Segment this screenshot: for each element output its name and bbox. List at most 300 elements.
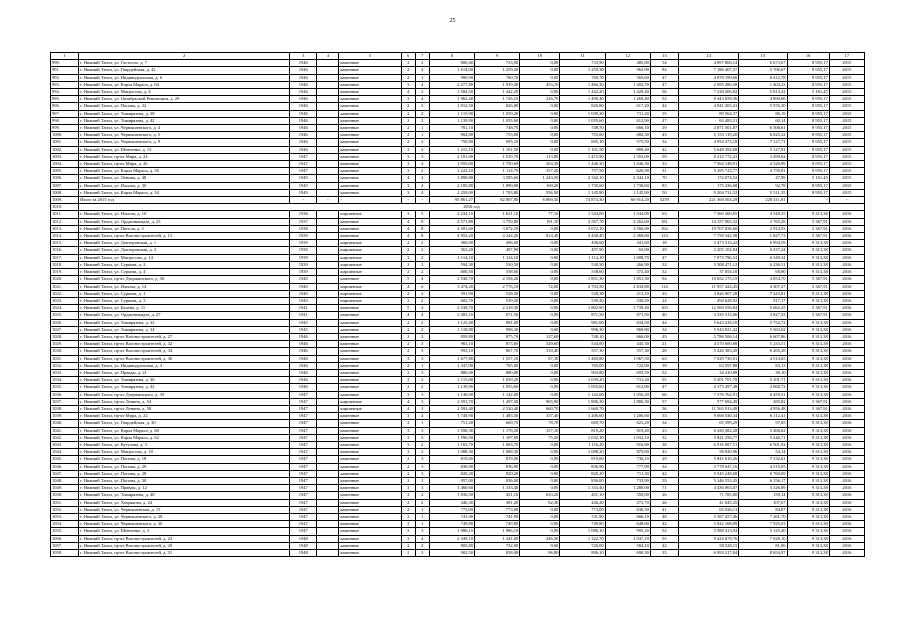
table-cell: 55 <box>650 477 678 484</box>
table-cell: 3 <box>401 96 415 103</box>
table-cell: 992. <box>51 74 79 81</box>
table-cell: каменные <box>339 441 401 448</box>
table-cell: 1053. <box>51 514 79 521</box>
table-cell: 3 778 647,16 <box>678 463 738 470</box>
table-cell: 1041. <box>51 427 79 434</box>
table-cell: 2016 <box>829 470 864 477</box>
table-cell <box>317 550 339 557</box>
table-cell: 0,00 <box>520 269 560 276</box>
table-cell: 5 367,91 <box>787 276 829 283</box>
table-cell: 1 404,23 <box>739 81 787 88</box>
table-cell: 451,10 <box>475 492 520 499</box>
table-cell: 310,40 <box>520 348 560 355</box>
table-cell: 5 295 723,77 <box>678 168 738 175</box>
table-cell: 1 333,40 <box>560 485 605 492</box>
table-cell: 92,78 <box>739 182 787 189</box>
table-cell: 2016 <box>829 456 864 463</box>
table-cell: 900,90 <box>429 74 474 81</box>
table-cell: 56 <box>650 89 678 96</box>
table-cell: 5 153 119,20 <box>678 132 738 139</box>
table-cell: 191,10 <box>520 218 560 225</box>
table-cell: 4 956,48 <box>739 405 787 412</box>
table-cell <box>317 103 339 110</box>
table-cell: 3 827,33 <box>739 312 787 319</box>
table-cell: 760,70 <box>560 74 605 81</box>
table-cell: 2016 <box>829 449 864 456</box>
table-cell: 5 161,45 <box>787 175 829 182</box>
table-cell: 68,80 <box>739 269 787 276</box>
table-cell <box>317 139 339 146</box>
table-cell: 1037. <box>51 398 79 405</box>
table-cell: 5 821 256,77 <box>678 434 738 441</box>
table-cell: 2015 <box>829 153 864 160</box>
table-cell: 1043. <box>51 441 79 448</box>
table-cell: 3 474,20 <box>429 283 474 290</box>
table-cell: 95 861,27 <box>429 197 474 204</box>
table-cell <box>317 369 339 376</box>
table-cell: 993. <box>51 81 79 88</box>
table-cell: 3 <box>401 153 415 160</box>
table-cell: 9 313,38 <box>787 542 829 549</box>
table-cell: г. Нижний Тагил, ул. Суркова, д. 3 <box>79 297 290 304</box>
table-cell: 5 367,91 <box>787 405 829 412</box>
table-cell: 2016 <box>829 441 864 448</box>
table-cell: 44 <box>650 319 678 326</box>
table-cell: кирпичные <box>339 398 401 405</box>
table-cell: 41 045,25 <box>678 499 738 506</box>
table-cell: 765,00 <box>475 362 520 369</box>
table-cell: 4 871 501,87 <box>678 125 738 132</box>
table-row <box>51 514 865 521</box>
table-cell: 34 410,88 <box>678 369 738 376</box>
table-cell: 996. <box>51 103 79 110</box>
table-cell: г. Нижний Тагил, ул. Попова, д. 28 <box>79 470 290 477</box>
table-cell: 648,60 <box>605 521 650 528</box>
table-cell: 836,90 <box>560 463 605 470</box>
table-cell: 5 367,91 <box>787 218 829 225</box>
table-cell <box>317 110 339 117</box>
table-cell: 1946 <box>290 355 317 362</box>
table-cell: 2 <box>401 369 415 376</box>
table-cell: - <box>829 197 864 204</box>
table-cell: 0,00 <box>520 240 560 247</box>
table-cell: каменные <box>339 168 401 175</box>
table-cell: 9 313,38 <box>787 319 829 326</box>
table-cell: 1 280,00 <box>605 485 650 492</box>
table-cell: 1036. <box>51 391 79 398</box>
table-cell: г. Нижний Тагил, пр-кт Дзержинского, д. 39 <box>79 391 290 398</box>
table-cell: 57 <box>650 398 678 405</box>
table-cell: 1 739,40 <box>605 305 650 312</box>
table-cell: 2 703,50 <box>560 283 605 290</box>
table-cell: 871,50 <box>605 312 650 319</box>
table-cell: 2 914,93 <box>739 225 787 232</box>
table-cell: 819,00 <box>475 456 520 463</box>
table-cell: 2 <box>401 377 415 384</box>
table-cell: 4 <box>401 225 415 232</box>
table-cell: 1938 <box>290 225 317 232</box>
table-cell: г. Нижний Тагил, ул. Гастелло, д. 7 <box>79 60 290 67</box>
table-cell: 228 411,81 <box>739 197 787 204</box>
table-cell: каменные <box>339 117 401 124</box>
table-cell: 693,50 <box>605 369 650 376</box>
table-cell: 1 557,10 <box>475 355 520 362</box>
table-cell: 1 032,10 <box>605 434 650 441</box>
table-cell: 2 <box>401 290 415 297</box>
table-cell: 1021. <box>51 283 79 290</box>
table-cell: г. Нижний Тагил, пр-кт Вагоностроителей, д. 31 <box>79 550 290 557</box>
table-cell: 1042. <box>51 434 79 441</box>
table-cell: 4 <box>415 96 429 103</box>
table-cell: 1012. <box>51 218 79 225</box>
table-cell: 5 146 553,45 <box>678 477 738 484</box>
column-header: 5 <box>339 53 401 60</box>
table-cell: 4 320,89 <box>739 161 787 168</box>
table-cell: 2 <box>401 132 415 139</box>
table-row <box>51 528 865 535</box>
table-cell <box>317 60 339 67</box>
table-row <box>51 441 865 448</box>
table-cell: 5 942 168,09 <box>678 521 738 528</box>
table-cell: 213,10 <box>605 290 650 297</box>
table-cell: 133 <box>650 233 678 240</box>
table-cell: 819,00 <box>560 456 605 463</box>
table-cell <box>317 333 339 340</box>
table-cell: 4 <box>415 305 429 312</box>
table-cell: г. Нижний Тагил, ул. Тимирязева, д. 42 <box>79 384 290 391</box>
table-cell: 58 920,96 <box>678 449 738 456</box>
table-cell: 47,99 <box>739 175 787 182</box>
table-cell: 2 <box>401 463 415 470</box>
table-cell: 31 <box>650 168 678 175</box>
table-cell: 4 581,60 <box>429 225 474 232</box>
table-cell: 272,70 <box>605 499 650 506</box>
table-cell: кирпичные <box>339 247 401 254</box>
table-row <box>51 535 865 542</box>
table-cell: г. Нижний Тагил, ул. Балена, д. 11 <box>79 305 290 312</box>
table-cell: 1 222,10 <box>429 168 474 175</box>
table-cell: 1 851,30 <box>605 276 650 283</box>
table-cell: 8 955,17 <box>787 60 829 67</box>
table-cell: каменные <box>339 326 401 333</box>
table-cell: 0,00 <box>520 456 560 463</box>
table-cell: 7 127,71 <box>739 139 787 146</box>
table-cell: 1946 <box>290 89 317 96</box>
table-cell: 1945 <box>290 319 317 326</box>
table-cell: каменные <box>339 175 401 182</box>
table-cell: 731,20 <box>605 110 650 117</box>
table-cell: 9 313,38 <box>787 413 829 420</box>
table-cell: каменные <box>339 182 401 189</box>
table-row <box>51 341 865 348</box>
table-cell: 3 890,80 <box>429 175 474 182</box>
table-cell: 2 <box>415 384 429 391</box>
table-cell: 6 349,34 <box>739 254 787 261</box>
table-cell: 3 <box>401 427 415 434</box>
table-cell: 3 567,70 <box>560 218 605 225</box>
table-cell: 5 367,91 <box>787 233 829 240</box>
table-cell: 5 <box>415 211 429 218</box>
table-cell: г. Нижний Тагил, ул. Чернышевского, д. 28 <box>79 514 290 521</box>
table-cell: 60,14 <box>739 117 787 124</box>
table-cell: каменные <box>339 139 401 146</box>
table-cell: 1 466,30 <box>560 81 605 88</box>
table-cell: 1 446,30 <box>605 161 650 168</box>
table-cell: 2015 <box>829 125 864 132</box>
table-cell: 4 952,20 <box>429 233 474 240</box>
table-cell: 1 259,30 <box>560 67 605 74</box>
table-cell: 4 <box>415 182 429 189</box>
table-cell: г. Нижний Тагил, ул. Орджоникидзе, д. 27 <box>79 312 290 319</box>
table-cell: 6 437,24 <box>739 247 787 254</box>
table-cell: 1035. <box>51 384 79 391</box>
table-cell: 1 055,60 <box>560 117 605 124</box>
table-cell: 3 <box>401 528 415 535</box>
table-cell: 2 <box>415 297 429 304</box>
table-cell: 43 <box>650 449 678 456</box>
table-cell: 2 <box>415 168 429 175</box>
table-cell: 2 <box>415 441 429 448</box>
table-cell: г. Нижний Тагил, ул. Карла Маркса, д. 60 <box>79 427 290 434</box>
table-cell: 963,10 <box>429 341 474 348</box>
table-cell: 2 <box>401 60 415 67</box>
table-cell: 1032. <box>51 362 79 369</box>
table-cell: г. Нижний Тагил, ул. Чернышевского, д. 5 <box>79 132 290 139</box>
table-row <box>51 189 865 196</box>
table-cell: 3 <box>401 254 415 261</box>
table-cell: 5 426 383,45 <box>678 348 738 355</box>
table-cell: 1939 <box>290 247 317 254</box>
table-cell: 1028. <box>51 333 79 340</box>
table-cell: 2 <box>401 477 415 484</box>
table-cell: 1 055,60 <box>560 384 605 391</box>
table-cell: 107,67 <box>739 499 787 506</box>
table-cell: г. Нижний Тагил, ул. Карла Маркса, д. 56 <box>79 168 290 175</box>
table-cell: 1936 <box>290 211 317 218</box>
table-cell: г. Нижний Тагил, ул. Ильича, д. 14 <box>79 283 290 290</box>
table-cell: 175 436,68 <box>678 182 738 189</box>
table-cell: 9 313,38 <box>787 485 829 492</box>
table-row <box>51 492 865 499</box>
table-cell: 1947 <box>290 456 317 463</box>
table-cell: 695,10 <box>475 139 520 146</box>
table-cell: 1038. <box>51 405 79 412</box>
table-cell: 34 <box>650 139 678 146</box>
table-cell: 1018. <box>51 261 79 268</box>
table-cell: 2 259,00 <box>429 189 474 196</box>
table-cell: г. Нижний Тагил, ул. Чернышевского, д. 9 <box>79 139 290 146</box>
table-cell: 87,30 <box>520 355 560 362</box>
table-cell: 1 063,70 <box>475 441 520 448</box>
table-cell: 3 <box>415 398 429 405</box>
table-cell: 127,60 <box>520 333 560 340</box>
table-cell: 2 <box>401 67 415 74</box>
table-cell: 873,60 <box>475 341 520 348</box>
table-cell: 836,90 <box>475 463 520 470</box>
table-cell: 1947 <box>290 514 317 521</box>
table-cell: 773,00 <box>475 506 520 513</box>
table-cell: 42 <box>650 542 678 549</box>
table-cell: г. Нижний Тагил, пр-кт Вагоностроителей, д. 36 <box>79 355 290 362</box>
table-row <box>51 506 865 513</box>
table-cell: 1 243,50 <box>520 175 560 182</box>
table-row <box>51 161 865 168</box>
table-cell: 2016 <box>829 218 864 225</box>
table-cell: 1947 <box>290 398 317 405</box>
table-cell: 1947 <box>290 506 317 513</box>
table-cell: 47 <box>650 74 678 81</box>
table-cell: 602,70 <box>429 297 474 304</box>
table-row <box>51 434 865 441</box>
table-row <box>51 254 865 261</box>
table-cell: 84,07 <box>739 506 787 513</box>
table-cell: 0,00 <box>520 146 560 153</box>
table-row <box>51 485 865 492</box>
table-cell: 50 <box>650 189 678 196</box>
table-cell <box>317 225 339 232</box>
table-cell: 1 036,50 <box>429 492 474 499</box>
table-cell: 741,90 <box>429 514 474 521</box>
table-cell: 2 776,10 <box>475 283 520 290</box>
table-cell: 965,90 <box>520 398 560 405</box>
table-cell: 1 497,30 <box>475 398 520 405</box>
year-divider-row <box>51 204 865 211</box>
table-cell: 32 <box>650 434 678 441</box>
table-cell: 1 703,80 <box>475 189 520 196</box>
table-cell: 998. <box>51 117 79 124</box>
table-cell: 5 387 457,46 <box>678 514 738 521</box>
column-header: 9 <box>475 53 520 60</box>
table-cell <box>317 297 339 304</box>
table-cell: 2 634,80 <box>605 283 650 290</box>
table-cell: 2 <box>401 550 415 557</box>
table-cell: 8 955,17 <box>787 153 829 160</box>
table-cell: г. Нижний Тагил, пр-кт Вагоностроителей, д. 13 <box>79 233 290 240</box>
table-cell: 2016 <box>829 499 864 506</box>
table-cell: 5 648 392,68 <box>678 146 738 153</box>
table-cell: 819,00 <box>429 456 474 463</box>
table-cell: 44 <box>650 103 678 110</box>
table-cell <box>317 477 339 484</box>
table-cell: 6 760,69 <box>739 470 787 477</box>
table-cell: 3 765,26 <box>739 218 787 225</box>
table-cell: г. Нижний Тагил, пр-кт Ленина, д. 54 <box>79 398 290 405</box>
table-cell: 9 313,38 <box>787 441 829 448</box>
table-cell: 838,00 <box>475 550 520 557</box>
table-cell: 1 215,10 <box>429 146 474 153</box>
table-cell: 2 060,72 <box>739 384 787 391</box>
table-cell: 28 <box>650 348 678 355</box>
table-cell: 2 530,40 <box>475 405 520 412</box>
column-header: 2 <box>79 53 290 60</box>
table-cell: 1 088,30 <box>429 449 474 456</box>
table-cell: 39,10 <box>739 369 787 376</box>
table-cell: 4 <box>401 398 415 405</box>
table-cell: 0,00 <box>520 326 560 333</box>
table-cell: каменные <box>339 485 401 492</box>
table-cell: 2016 <box>829 211 864 218</box>
table-cell: 538,60 <box>475 269 520 276</box>
table-cell: 2 <box>415 290 429 297</box>
table-cell: 3 826 907,28 <box>678 290 738 297</box>
table-cell <box>317 74 339 81</box>
table-cell: 7 376 762,91 <box>678 391 738 398</box>
table-cell: 1 347,00 <box>429 362 474 369</box>
table-cell: 2 <box>401 125 415 132</box>
table-cell: 666,10 <box>605 125 650 132</box>
table-cell: 1 139,90 <box>429 117 474 124</box>
table-cell: 5 976,30 <box>739 103 787 110</box>
table-cell <box>317 384 339 391</box>
table-cell: 1 039,20 <box>560 377 605 384</box>
table-cell: 1 039,20 <box>560 110 605 117</box>
table-cell: 0,00 <box>520 117 560 124</box>
table-row <box>51 377 865 384</box>
table-cell: 9 313,38 <box>787 269 829 276</box>
table-cell: 5 101,71 <box>739 377 787 384</box>
table-cell: - <box>415 197 429 204</box>
table-cell: 626,90 <box>605 168 650 175</box>
table-cell <box>317 132 339 139</box>
table-cell: 12 560 556,84 <box>678 305 738 312</box>
table-cell: 10 652 175,15 <box>678 276 738 283</box>
table-cell: кирпичные <box>339 211 401 218</box>
table-cell: 2 368,60 <box>605 233 650 240</box>
table-cell: 1 259,30 <box>475 67 520 74</box>
table-cell: 1009. <box>51 197 79 204</box>
table-row <box>51 470 865 477</box>
table-cell <box>317 377 339 384</box>
table-row <box>51 153 865 160</box>
table-cell: 9 204 731,52 <box>678 189 738 196</box>
table-cell: 777,90 <box>605 463 650 470</box>
table-cell: 3 566,90 <box>605 225 650 232</box>
table-cell: г. Нижний Тагил, пр-кт Вагоностроителей, д. 29 <box>79 542 290 549</box>
table-cell: 1946 <box>290 103 317 110</box>
table-cell: 6 916 087,51 <box>678 441 738 448</box>
table-cell <box>317 405 339 412</box>
table-row <box>51 477 865 484</box>
table-cell: 5 367,91 <box>787 398 829 405</box>
table-cell: каменные <box>339 348 401 355</box>
table-cell <box>317 485 339 492</box>
table-cell <box>317 492 339 499</box>
table-cell: 6 994,59 <box>739 240 787 247</box>
table-cell: 3 672,10 <box>475 225 520 232</box>
table-cell <box>317 233 339 240</box>
table-cell: 6 993 217,04 <box>678 550 738 557</box>
table-cell: каменные <box>339 81 401 88</box>
table-cell <box>317 276 339 283</box>
table-cell: 9 313,38 <box>787 499 829 506</box>
table-cell: 591,90 <box>429 290 474 297</box>
table-cell: 1 596,50 <box>429 434 474 441</box>
table-cell: 113,80 <box>520 153 560 160</box>
table-cell: 373,40 <box>605 269 650 276</box>
table-cell: 0,00 <box>520 528 560 535</box>
table-cell: 711,30 <box>605 470 650 477</box>
table-cell: каменные <box>339 550 401 557</box>
table-cell: 97,65 <box>739 420 787 427</box>
table-cell: 8 <box>415 225 429 232</box>
table-cell: 2016 <box>829 485 864 492</box>
table-cell: 2 <box>415 60 429 67</box>
table-cell: 1033. <box>51 369 79 376</box>
table-cell: 1 750,60 <box>475 161 520 168</box>
table-cell: 266,90 <box>605 261 650 268</box>
table-cell: 2 <box>401 117 415 124</box>
table-cell: 1002. <box>51 146 79 153</box>
